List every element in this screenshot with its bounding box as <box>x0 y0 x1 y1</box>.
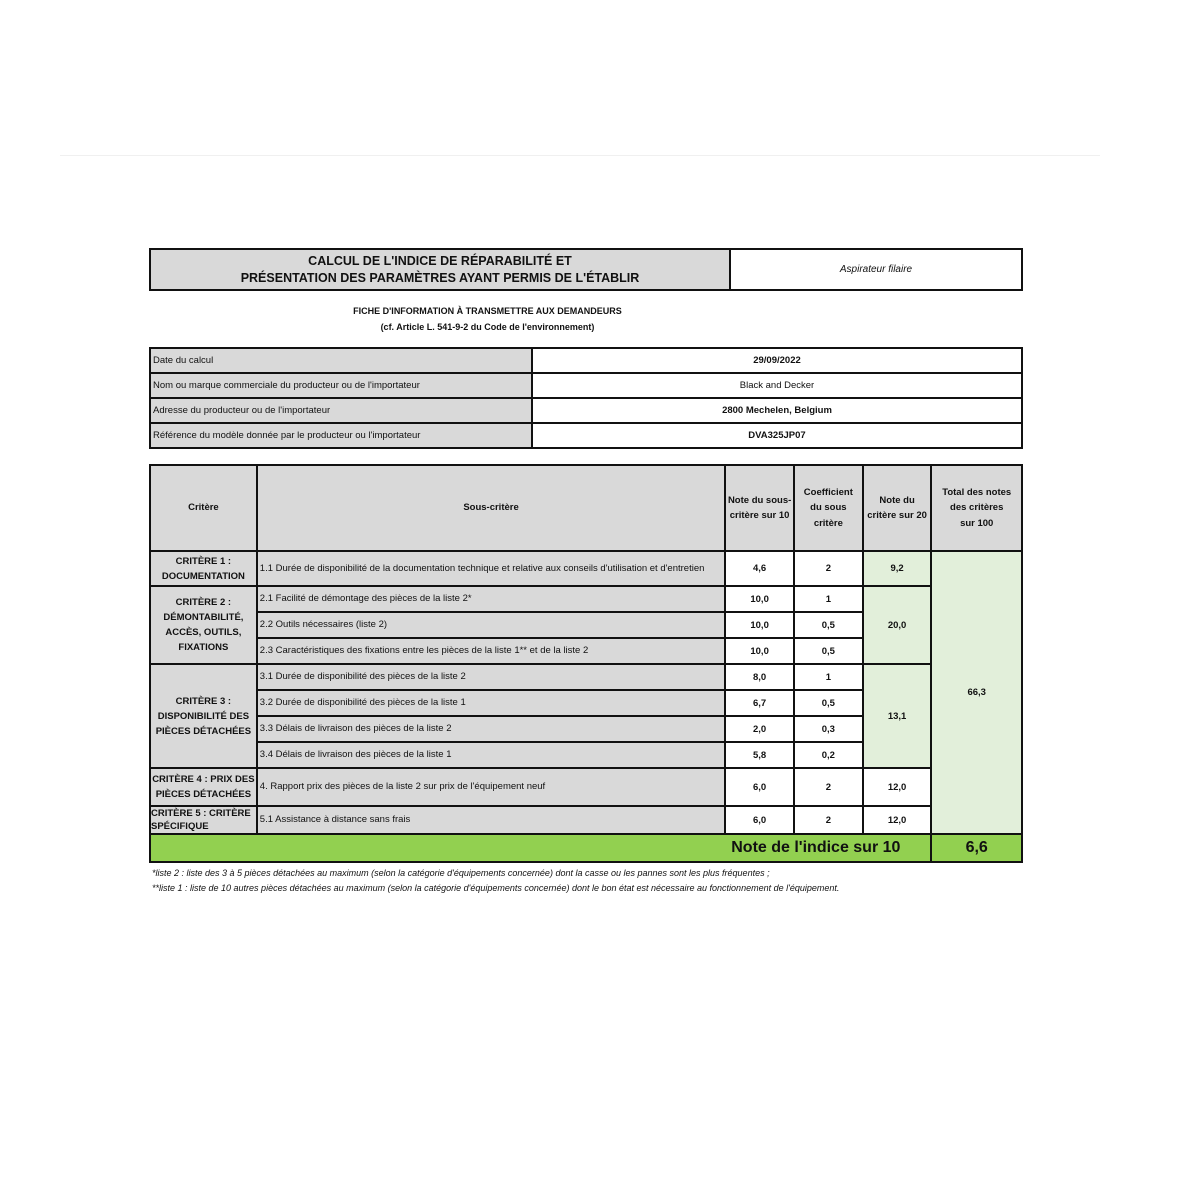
sub-criterion: 3.1 Durée de disponibilité des pièces de la liste 2 <box>257 664 725 690</box>
final-score-label: Note de l'indice sur 10 <box>150 834 931 862</box>
sub-coefficient: 1 <box>794 664 863 690</box>
table-header-row <box>150 465 1022 551</box>
criterion-score: 12,0 <box>863 768 932 806</box>
info-value: 2800 Mechelen, Belgium <box>532 398 1022 423</box>
sub-coefficient: 0,3 <box>794 716 863 742</box>
divider <box>60 155 1100 156</box>
table-row <box>150 664 1022 690</box>
info-value: Black and Decker <box>532 373 1022 398</box>
table-row <box>150 806 1022 834</box>
header-coefficient: Coefficient du sous critère <box>794 465 863 551</box>
sub-note: 4,6 <box>725 551 794 586</box>
sub-criterion: 2.3 Caractéristiques des fixations entre les pièces de la liste 1** et de la liste 2 <box>257 638 725 664</box>
criterion-score: 12,0 <box>863 806 932 834</box>
header-critere: Critère <box>150 465 257 551</box>
sub-criterion: 3.3 Délais de livraison des pièces de la liste 2 <box>257 716 725 742</box>
sub-note: 6,0 <box>725 768 794 806</box>
footnote-1: *liste 2 : liste des 3 à 5 pièces détachées au maximum (selon la catégorie d'équipements concernée) dont la casse ou les pannes sont les plus fréquentes ; <box>152 868 770 878</box>
sub-coefficient: 0,2 <box>794 742 863 768</box>
header-note-sous: Note du sous- critère sur 10 <box>725 465 794 551</box>
sub-criterion: 2.1 Facilité de démontage des pièces de la liste 2* <box>257 586 725 612</box>
sub-coefficient: 2 <box>794 806 863 834</box>
sub-criterion: 4. Rapport prix des pièces de la liste 2 sur prix de l'équipement neuf <box>257 768 725 806</box>
criterion-2: CRITÈRE 2 : DÉMONTABILITÉ, ACCÈS, OUTILS, FIXATIONS <box>150 586 257 664</box>
sub-criterion: 2.2 Outils nécessaires (liste 2) <box>257 612 725 638</box>
final-score-value: 6,6 <box>931 834 1022 862</box>
sub-note: 8,0 <box>725 664 794 690</box>
table-row <box>150 768 1022 806</box>
criterion-3: CRITÈRE 3 : DISPONIBILITÉ DES PIÈCES DÉTACHÉES <box>150 664 257 768</box>
info-value: DVA325JP07 <box>532 423 1022 448</box>
header-sous-critere: Sous-critère <box>257 465 725 551</box>
info-label: Adresse du producteur ou de l'importateur <box>150 398 532 423</box>
info-label: Nom ou marque commerciale du producteur ou de l'importateur <box>150 373 532 398</box>
header-note-critere: Note du critère sur 20 <box>863 465 932 551</box>
footnotes <box>152 866 839 896</box>
criterion-score: 9,2 <box>863 551 932 586</box>
sub-criterion: 1.1 Durée de disponibilité de la documentation technique et relative aux conseils d'utilisation et d'entretien <box>257 551 725 586</box>
sub-criterion: 3.2 Durée de disponibilité des pièces de la liste 1 <box>257 690 725 716</box>
score-table <box>149 464 1023 863</box>
sub-coefficient: 0,5 <box>794 638 863 664</box>
sub-note: 2,0 <box>725 716 794 742</box>
sub-note: 6,7 <box>725 690 794 716</box>
sub-criterion: 5.1 Assistance à distance sans frais <box>257 806 725 834</box>
sub-coefficient: 2 <box>794 551 863 586</box>
criterion-score: 13,1 <box>863 664 932 768</box>
final-score-row <box>150 834 1022 862</box>
header-table <box>149 248 1023 291</box>
criterion-4: CRITÈRE 4 : PRIX DES PIÈCES DÉTACHÉES <box>150 768 257 806</box>
table-row <box>150 551 1022 586</box>
sub-coefficient: 0,5 <box>794 612 863 638</box>
table-row <box>150 586 1022 612</box>
criterion-5: CRITÈRE 5 : CRITÈRE SPÉCIFIQUE <box>150 806 257 834</box>
sub-coefficient: 1 <box>794 586 863 612</box>
criterion-1: CRITÈRE 1 : DOCUMENTATION <box>150 551 257 586</box>
footnote-2: **liste 1 : liste de 10 autres pièces détachées au maximum (selon la catégorie d'équipements concernée) dont le bon état est nécessaire au fonctionnement de l'équipement. <box>152 883 840 893</box>
info-table <box>149 347 1023 449</box>
info-label: Référence du modèle donnée par le producteur ou l'importateur <box>150 423 532 448</box>
sub-note: 10,0 <box>725 612 794 638</box>
header-total: Total des notes des critères sur 100 <box>931 465 1022 551</box>
product-type: Aspirateur filaire <box>730 249 1022 290</box>
sub-note: 6,0 <box>725 806 794 834</box>
page-title: CALCUL DE L'INDICE DE RÉPARABILITÉ ET PRÉSENTATION DES PARAMÈTRES AYANT PERMIS DE L'ÉTABLIR <box>150 249 730 290</box>
sub-criterion: 3.4 Délais de livraison des pièces de la liste 1 <box>257 742 725 768</box>
total-score: 66,3 <box>931 551 1022 834</box>
sub-coefficient: 0,5 <box>794 690 863 716</box>
sub-coefficient: 2 <box>794 768 863 806</box>
criterion-score: 20,0 <box>863 586 932 664</box>
sub-note: 10,0 <box>725 638 794 664</box>
info-label: Date du calcul <box>150 348 532 373</box>
info-value: 29/09/2022 <box>532 348 1022 373</box>
sub-note: 5,8 <box>725 742 794 768</box>
fiche-subtitle: FICHE D'INFORMATION À TRANSMETTRE AUX DEMANDEURS (cf. Article L. 541-9-2 du Code de l'environnement) <box>353 306 622 332</box>
sub-note: 10,0 <box>725 586 794 612</box>
